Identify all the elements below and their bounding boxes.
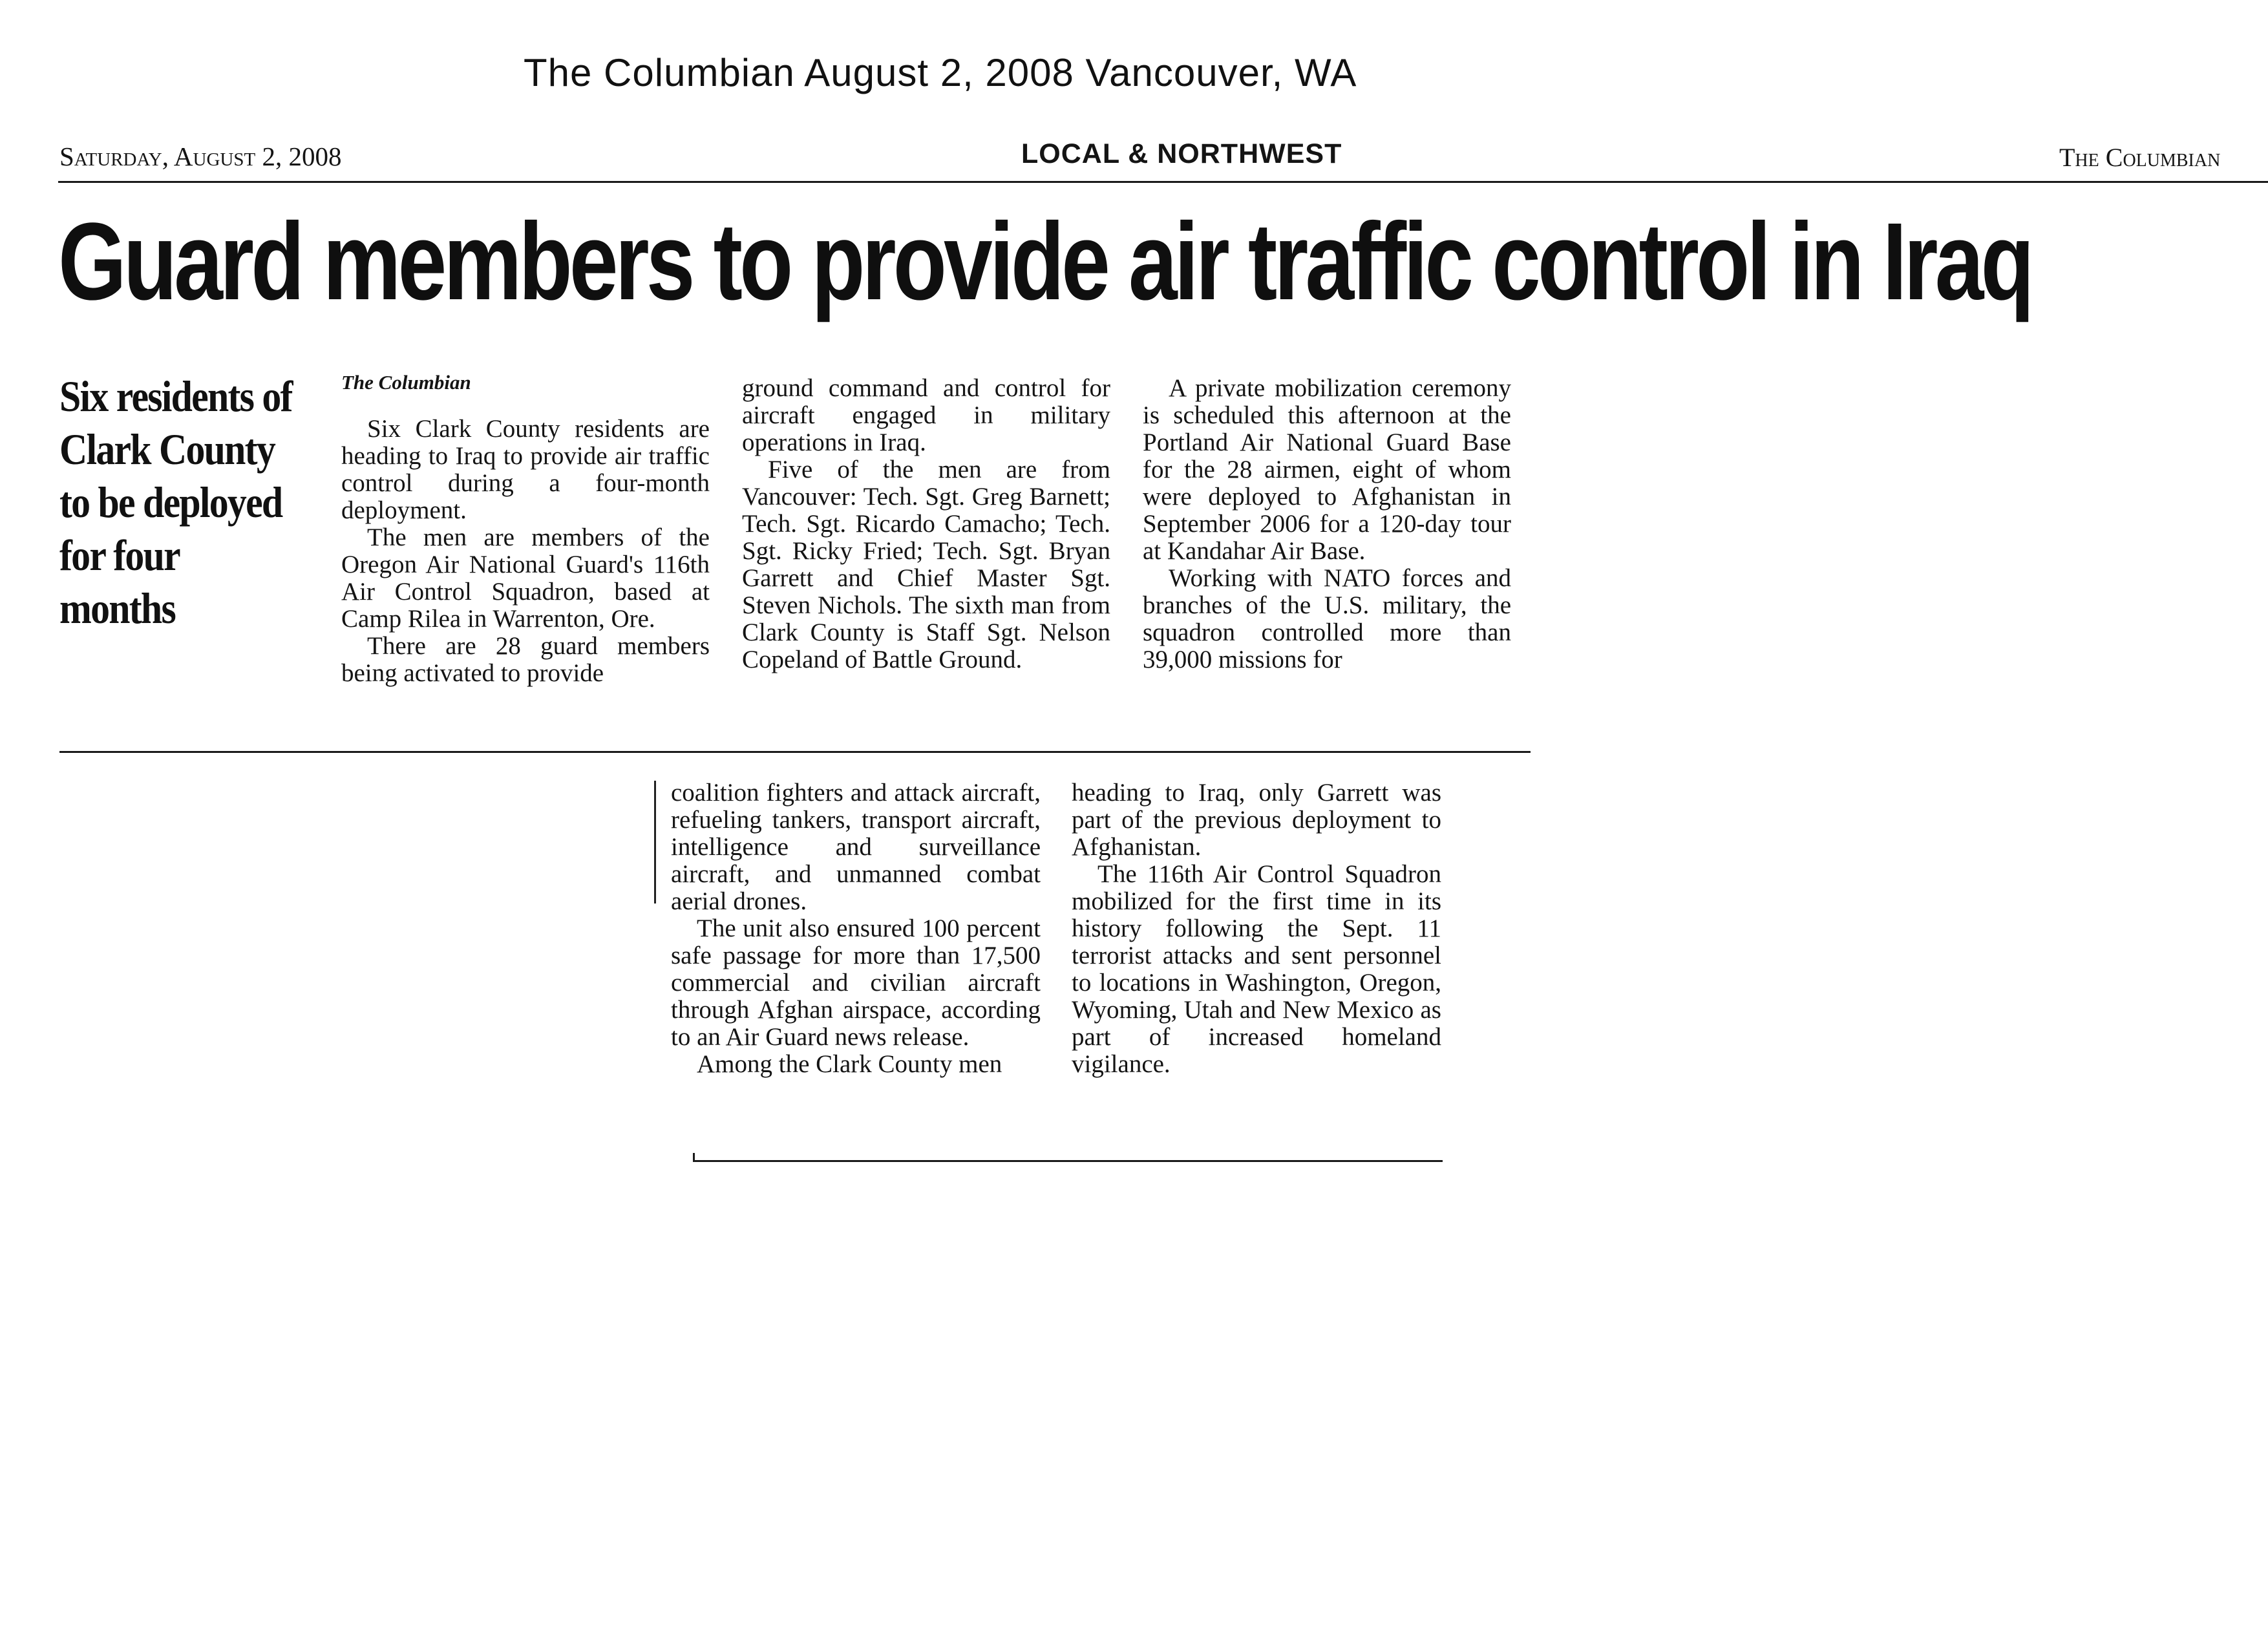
article-column-4 — [671, 779, 1041, 1078]
paragraph: Working with NATO forces and branches of the U.S. military, the squadron controlled more than 39,000 missions for — [1143, 564, 1511, 673]
paragraph: There are 28 guard members being activated to provide — [341, 632, 710, 687]
folio-section: LOCAL & NORTHWEST — [1021, 138, 1342, 169]
folio-rule — [58, 181, 2268, 183]
article-column-3 — [1143, 375, 1511, 673]
paragraph: coalition fighters and attack aircraft, refueling tankers, transport aircraft, intelligence and surveillance aircraft, and unmanned combat aerial drones. — [671, 779, 1041, 915]
paragraph: ground command and control for aircraft engaged in military operations in Iraq. — [742, 374, 1110, 456]
paragraph: The unit also ensured 100 percent safe passage for more than 17,500 commercial and civilian aircraft through Afghan airspace, according to an Air Guard news release. — [671, 914, 1041, 1051]
byline: The Columbian — [341, 371, 471, 394]
paragraph: heading to Iraq, only Garrett was part of the previous deployment to Afghanistan. — [1072, 779, 1441, 861]
paragraph: Six Clark County residents are heading to Iraq to provide air traffic control during a four-month deployment. — [341, 415, 710, 524]
paragraph: Among the Clark County men — [697, 1050, 1002, 1078]
article-column-1 — [341, 416, 710, 687]
folio-date: Saturday, August 2, 2008 — [59, 142, 342, 171]
folio-paper-name: The Columbian — [2059, 143, 2221, 172]
column-bar — [654, 781, 656, 903]
deck: Six residents of Clark County to be deployed for four months — [59, 372, 292, 633]
headline: Guard members to provide air traffic control in Iraq — [58, 200, 2031, 323]
paragraph: A private mobilization ceremony is scheduled this afternoon at the Portland Air National Guard Base for the 28 airmen, eight of whom were deployed to Afghanistan in September 2006 for a 120-day tour at Kandahar Air Base. — [1143, 374, 1511, 565]
source-caption: The Columbian August 2, 2008 Vancouver, WA — [524, 51, 1357, 94]
paragraph: The 116th Air Control Squadron mobilized for the first time in its history following the Sept. 11 terrorist attacks and sent personnel to locations in Washington, Oregon, Wyoming, Utah and New Mexico as part of increased homeland vigilance. — [1072, 860, 1441, 1078]
paragraph: Five of the men are from Vancouver: Tech. Sgt. Greg Barnett; Tech. Sgt. Ricardo Camacho; Tech. Sgt. Ricky Fried; Tech. Sgt. Bryan Garrett and Chief Master Sgt. Steven Nichols. The sixth man from Clark County is Staff Sgt. Nelson Copeland of Battle Ground. — [742, 456, 1110, 673]
article-column-2 — [742, 375, 1110, 673]
section-divider — [59, 751, 1531, 753]
end-rule — [693, 1160, 1443, 1162]
paragraph: The men are members of the Oregon Air National Guard's 116th Air Control Squadron, based at Camp Rilea in Warrenton, Ore. — [341, 523, 710, 633]
article-column-5 — [1072, 779, 1441, 1078]
